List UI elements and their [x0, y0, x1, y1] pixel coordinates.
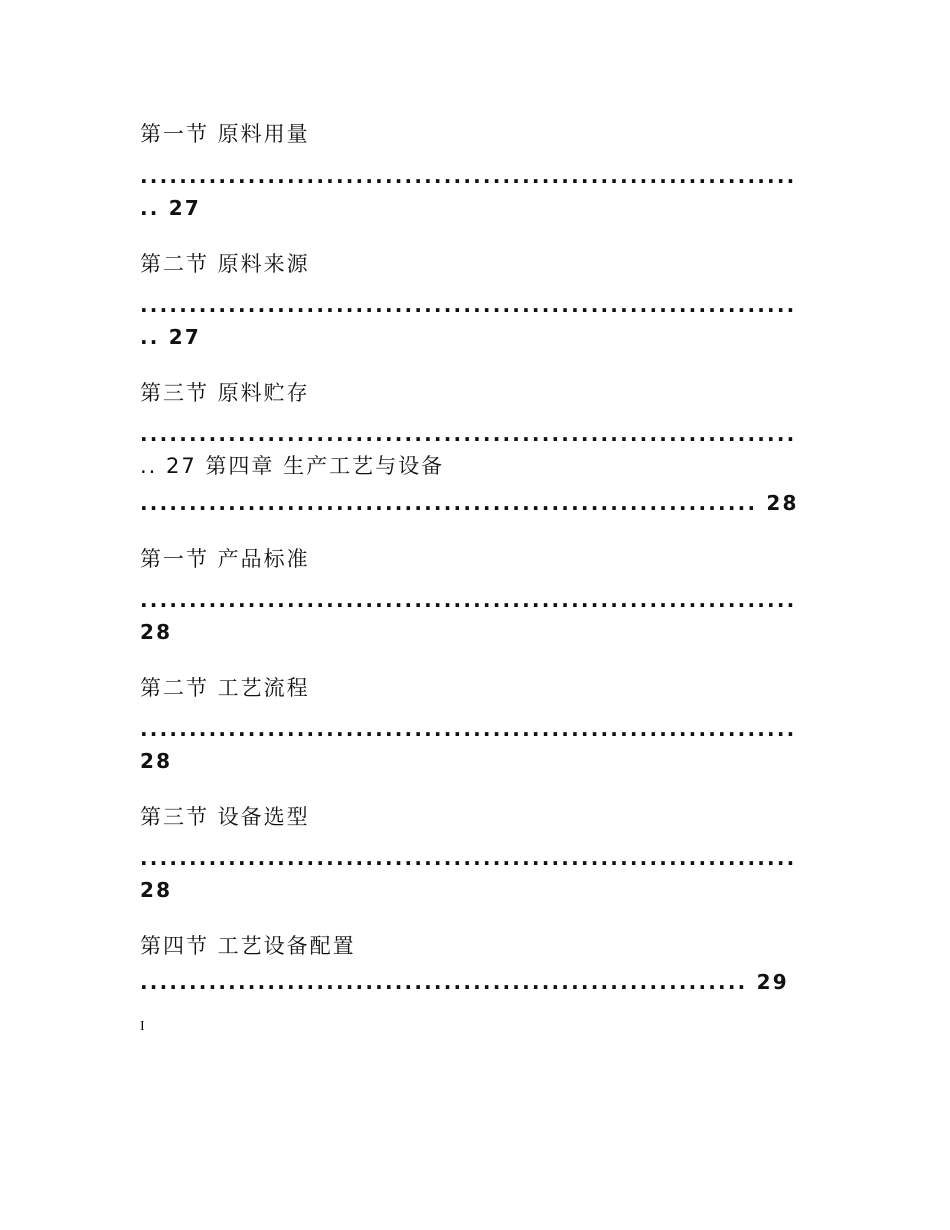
toc-page-number: 28 [140, 620, 173, 644]
toc-entry-title: 第三节 设备选型 [140, 805, 310, 829]
toc-leader-dots: ................................................................... [140, 422, 797, 446]
toc-entry-title: 第四节 工艺设备配置 [140, 934, 356, 958]
toc-entry-title: 第一节 原料用量 [140, 122, 310, 146]
toc-page-number: 28 [140, 878, 173, 902]
toc-entry-title: 第三节 原料贮存 [140, 381, 310, 405]
toc-leader-with-page: .............................................................. 29 [140, 970, 789, 994]
toc-entry-title: 第二节 原料来源 [140, 252, 310, 276]
toc-leader-dots: ................................................................... [140, 164, 797, 188]
toc-entry-title: 第二节 工艺流程 [140, 676, 310, 700]
toc-entry-title: 第一节 产品标准 [140, 547, 310, 571]
toc-leader-dots: ................................................................... [140, 717, 797, 741]
toc-leader-dots: ................................................................... [140, 846, 797, 870]
toc-page-number: 28 [140, 749, 173, 773]
toc-page-number: .. 27 [140, 196, 201, 220]
toc-page-number: .. 27 [140, 325, 201, 349]
toc-chapter-entry: .. 27 第四章 生产工艺与设备 [140, 454, 445, 478]
toc-leader-dots: ................................................................... [140, 588, 797, 612]
toc-leader-dots: ................................................................... [140, 293, 797, 317]
page-marker: I [140, 1019, 145, 1034]
toc-leader-with-page: ............................................................... 28 [140, 491, 799, 515]
